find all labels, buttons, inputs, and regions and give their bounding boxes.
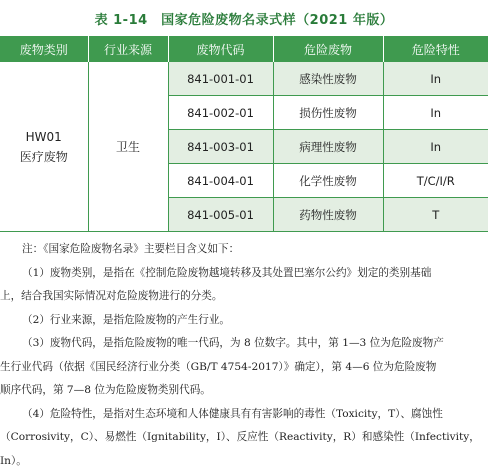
- property-cell: In: [383, 96, 488, 130]
- source-cell: 卫生: [88, 62, 168, 232]
- header-code: 废物代码: [168, 36, 273, 62]
- table-row: [0, 62, 488, 96]
- waste-cell: 损伤性废物: [273, 96, 383, 130]
- header-source: 行业来源: [88, 36, 168, 62]
- code-cell: 841-002-01: [168, 96, 273, 130]
- waste-cell: 化学性废物: [273, 164, 383, 198]
- category-cell: [0, 62, 88, 232]
- note-line: 上，结合我国实际情况对危险废物进行的分类。: [0, 285, 488, 309]
- note-line: （3）废物代码，是指危险废物的唯一代码，为 8 位数字。其中，第 1—3 位为危险废物产: [0, 332, 488, 356]
- note-line: 生行业代码（依据《国民经济行业分类（GB/T 4754-2017）》确定），第 4—6 位为危险废物: [0, 356, 488, 380]
- header-category: 废物类别: [0, 36, 88, 62]
- property-cell: In: [383, 130, 488, 164]
- waste-cell: 感染性废物: [273, 62, 383, 96]
- header-waste: 危险废物: [273, 36, 383, 62]
- table-header-row: [0, 36, 488, 62]
- header-property: 危险特性: [383, 36, 488, 62]
- note-line: （2）行业来源，是指危险废物的产生行业。: [0, 309, 488, 333]
- note-line: （4）危险特性，是指对生态环境和人体健康具有有害影响的毒性（Toxicity，T）、腐蚀性: [0, 403, 488, 427]
- table-caption: 表 1-14 国家危险废物名录式样（2021 年版）: [0, 4, 488, 32]
- code-cell: 841-004-01: [168, 164, 273, 198]
- note-line: （Corrosivity，C）、易燃性（Ignitability，I）、反应性（Reactivity，R）和感染性（Infectivity，: [0, 426, 488, 450]
- property-cell: T/C/I/R: [383, 164, 488, 198]
- category-name: 医疗废物: [0, 147, 88, 167]
- note-line: （1）废物类别，是指在《控制危险废物越境转移及其处置巴塞尔公约》划定的类别基础: [0, 262, 488, 286]
- code-cell: 841-001-01: [168, 62, 273, 96]
- note-line: 顺序代码，第 7—8 位为危险废物类别代码。: [0, 379, 488, 403]
- code-cell: 841-005-01: [168, 198, 273, 232]
- category-code: HW01: [0, 127, 88, 147]
- note-line: In）。: [0, 450, 488, 473]
- waste-cell: 药物性废物: [273, 198, 383, 232]
- table-notes: [0, 238, 488, 440]
- property-cell: T: [383, 198, 488, 232]
- property-cell: In: [383, 62, 488, 96]
- waste-cell: 病理性废物: [273, 130, 383, 164]
- notes-heading: 注：《国家危险废物名录》主要栏目含义如下：: [0, 238, 488, 262]
- hazardous-waste-table: [0, 36, 488, 232]
- code-cell: 841-003-01: [168, 130, 273, 164]
